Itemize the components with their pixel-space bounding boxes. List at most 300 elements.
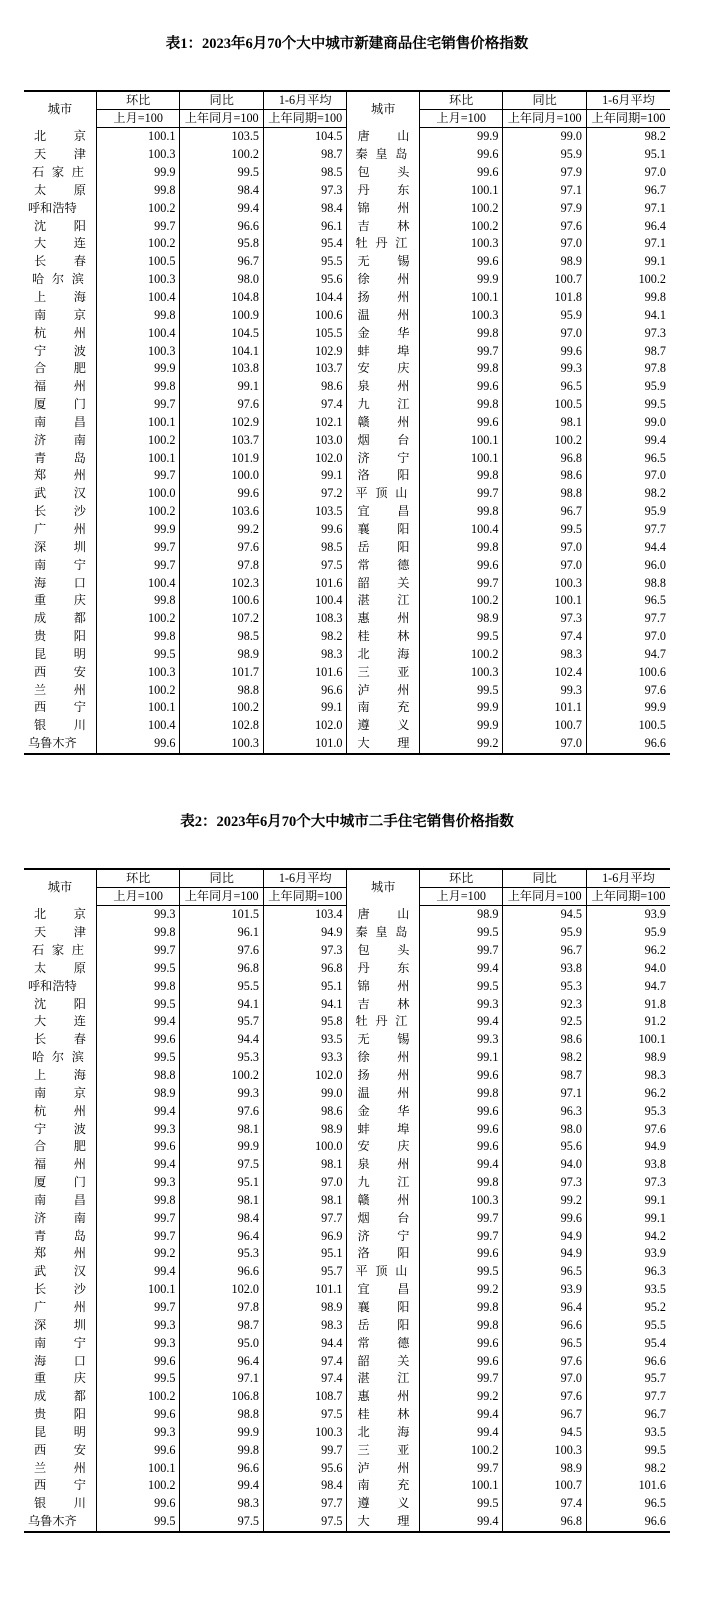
yoy-cell: 97.6 [503, 1388, 587, 1406]
yoy-cell: 97.3 [503, 1174, 587, 1192]
avg-cell: 94.1 [586, 306, 670, 324]
avg-cell: 100.2 [586, 271, 670, 289]
yoy-cell: 99.5 [180, 164, 264, 182]
city-name: 济宁 [357, 450, 410, 465]
mom-cell: 99.8 [419, 538, 503, 556]
table-row [24, 960, 670, 978]
mom-cell: 99.8 [96, 977, 180, 995]
city-cell [347, 1013, 419, 1031]
city-cell [347, 1031, 419, 1049]
city-cell [24, 1174, 96, 1192]
table-row [24, 1049, 670, 1067]
header-city: 城市 [24, 869, 96, 906]
city-name: 桂林 [357, 1407, 410, 1422]
avg-cell: 101.6 [263, 663, 347, 681]
header-avg-base: 上年同期=100 [586, 110, 670, 128]
avg-cell: 97.2 [263, 485, 347, 503]
table-row [24, 1423, 670, 1441]
mom-cell: 99.6 [96, 1031, 180, 1049]
table-row [24, 1370, 670, 1388]
avg-cell: 93.5 [586, 1281, 670, 1299]
city-name: 三亚 [357, 1442, 410, 1457]
city-cell [24, 289, 96, 307]
mom-cell: 100.1 [96, 449, 180, 467]
city-name: 海口 [34, 575, 86, 590]
yoy-cell: 100.5 [503, 396, 587, 414]
mom-cell: 100.1 [96, 128, 180, 146]
avg-cell: 97.1 [586, 199, 670, 217]
yoy-cell: 99.6 [503, 342, 587, 360]
city-cell [24, 1209, 96, 1227]
city-name: 平顶山 [355, 486, 408, 501]
avg-cell: 96.6 [586, 1352, 670, 1370]
city-name: 北海 [357, 1424, 410, 1439]
city-name: 温州 [357, 307, 410, 322]
yoy-cell: 104.1 [180, 342, 264, 360]
yoy-cell: 96.4 [180, 1352, 264, 1370]
yoy-cell: 100.2 [503, 431, 587, 449]
city-name: 三亚 [357, 664, 410, 679]
city-name: 长春 [34, 254, 86, 269]
avg-cell: 98.6 [263, 378, 347, 396]
city-name: 哈尔滨 [32, 272, 84, 287]
yoy-cell: 97.1 [503, 1084, 587, 1102]
city-cell [24, 556, 96, 574]
city-cell [347, 1067, 419, 1085]
yoy-cell: 99.6 [503, 1209, 587, 1227]
mom-cell: 100.4 [96, 574, 180, 592]
mom-cell: 99.9 [96, 164, 180, 182]
avg-cell: 96.4 [586, 217, 670, 235]
mom-cell: 100.1 [96, 699, 180, 717]
city-cell [347, 253, 419, 271]
city-name: 重庆 [34, 593, 86, 608]
yoy-cell: 107.2 [180, 610, 264, 628]
table-row [24, 521, 670, 539]
table-row [24, 1120, 670, 1138]
yoy-cell: 94.9 [503, 1245, 587, 1263]
avg-cell: 95.5 [263, 253, 347, 271]
city-cell [347, 324, 419, 342]
avg-cell: 98.9 [586, 1049, 670, 1067]
avg-cell: 98.1 [263, 1156, 347, 1174]
header-mom-base: 上月=100 [419, 888, 503, 906]
city-name: 银川 [34, 718, 86, 733]
mom-cell: 99.8 [419, 396, 503, 414]
mom-cell: 100.1 [419, 431, 503, 449]
mom-cell: 100.1 [96, 1281, 180, 1299]
mom-cell: 99.7 [96, 217, 180, 235]
city-name: 太原 [34, 182, 86, 197]
mom-cell: 99.6 [419, 146, 503, 164]
mom-cell: 99.4 [419, 960, 503, 978]
city-cell [347, 538, 419, 556]
header-yoy: 同比 [180, 869, 264, 888]
mom-cell: 99.7 [419, 1209, 503, 1227]
yoy-cell: 103.8 [180, 360, 264, 378]
city-cell [24, 1441, 96, 1459]
yoy-cell: 98.9 [180, 645, 264, 663]
mom-cell: 99.7 [96, 556, 180, 574]
mom-cell: 99.8 [419, 1316, 503, 1334]
yoy-cell: 94.5 [503, 1423, 587, 1441]
city-cell [24, 1245, 96, 1263]
mom-cell: 99.7 [96, 396, 180, 414]
city-name: 大连 [34, 236, 86, 251]
city-name: 西安 [34, 1442, 86, 1457]
table-row [24, 906, 670, 924]
city-name: 广州 [34, 521, 86, 536]
avg-cell: 99.6 [263, 521, 347, 539]
yoy-cell: 95.5 [180, 977, 264, 995]
table-row [24, 942, 670, 960]
table-row [24, 556, 670, 574]
mom-cell: 99.7 [96, 1299, 180, 1317]
yoy-cell: 96.3 [503, 1102, 587, 1120]
city-cell [24, 1013, 96, 1031]
avg-cell: 97.7 [586, 521, 670, 539]
table-row [24, 663, 670, 681]
mom-cell: 99.5 [96, 960, 180, 978]
mom-cell: 99.6 [419, 164, 503, 182]
yoy-cell: 98.9 [503, 1459, 587, 1477]
city-name: 济宁 [357, 1228, 410, 1243]
yoy-cell: 103.7 [180, 431, 264, 449]
avg-cell: 97.0 [586, 467, 670, 485]
city-cell [24, 735, 96, 754]
city-name: 温州 [357, 1085, 410, 1100]
city-cell [347, 906, 419, 924]
avg-cell: 98.5 [263, 164, 347, 182]
city-name: 惠州 [357, 1389, 410, 1404]
avg-cell: 99.1 [263, 467, 347, 485]
avg-cell: 96.7 [586, 1406, 670, 1424]
mom-cell: 99.6 [96, 1406, 180, 1424]
mom-cell: 99.2 [419, 735, 503, 754]
avg-cell: 103.4 [263, 906, 347, 924]
avg-cell: 97.6 [586, 1120, 670, 1138]
header-avg-base: 上年同期=100 [586, 888, 670, 906]
city-cell [347, 1299, 419, 1317]
table-row [24, 1067, 670, 1085]
table-row [24, 1299, 670, 1317]
table-row [24, 1352, 670, 1370]
avg-cell: 98.1 [263, 1192, 347, 1210]
avg-cell: 95.1 [586, 146, 670, 164]
mom-cell: 99.8 [96, 378, 180, 396]
city-cell [24, 1370, 96, 1388]
city-name: 常德 [357, 557, 410, 572]
city-cell [347, 1084, 419, 1102]
mom-cell: 99.9 [96, 360, 180, 378]
yoy-cell: 100.1 [503, 592, 587, 610]
city-name: 长沙 [34, 504, 86, 519]
yoy-cell: 96.8 [503, 1513, 587, 1532]
city-name: 宜昌 [357, 504, 410, 519]
avg-cell: 104.4 [263, 289, 347, 307]
city-cell [347, 449, 419, 467]
city-cell [347, 960, 419, 978]
avg-cell: 100.0 [263, 1138, 347, 1156]
mom-cell: 99.6 [96, 1441, 180, 1459]
city-cell [24, 1388, 96, 1406]
mom-cell: 99.6 [419, 378, 503, 396]
city-name: 合肥 [34, 1139, 86, 1154]
avg-cell: 98.9 [263, 1299, 347, 1317]
avg-cell: 101.6 [586, 1477, 670, 1495]
mom-cell: 99.4 [419, 1423, 503, 1441]
city-cell [347, 1406, 419, 1424]
city-name: 唐山 [357, 129, 410, 144]
table-row [24, 574, 670, 592]
avg-cell: 99.1 [586, 1192, 670, 1210]
avg-cell: 97.5 [263, 556, 347, 574]
yoy-cell: 98.1 [180, 1192, 264, 1210]
yoy-cell: 98.0 [503, 1120, 587, 1138]
city-name: 呼和浩特 [28, 200, 77, 215]
city-name: 岳阳 [357, 1317, 410, 1332]
city-name: 广州 [34, 1299, 86, 1314]
city-cell [24, 977, 96, 995]
city-cell [24, 253, 96, 271]
yoy-cell: 97.0 [503, 324, 587, 342]
table-row [24, 1477, 670, 1495]
mom-cell: 100.1 [419, 449, 503, 467]
yoy-cell: 95.3 [503, 977, 587, 995]
yoy-cell: 94.1 [180, 995, 264, 1013]
table1-section [24, 32, 670, 755]
city-name: 南昌 [34, 1192, 86, 1207]
avg-cell: 94.4 [263, 1334, 347, 1352]
mom-cell: 99.9 [419, 717, 503, 735]
city-name: 武汉 [34, 1264, 86, 1279]
yoy-cell: 103.5 [180, 128, 264, 146]
city-name: 长沙 [34, 1282, 86, 1297]
city-cell [347, 378, 419, 396]
table-row [24, 717, 670, 735]
avg-cell: 95.9 [586, 378, 670, 396]
table-row [24, 431, 670, 449]
city-name: 兰州 [34, 1460, 86, 1475]
avg-cell: 99.9 [586, 699, 670, 717]
table-row [24, 977, 670, 995]
city-name: 赣州 [357, 414, 410, 429]
city-cell [347, 1513, 419, 1532]
city-name: 乌鲁木齐 [28, 736, 77, 751]
yoy-cell: 95.9 [503, 146, 587, 164]
yoy-cell: 100.3 [180, 735, 264, 754]
yoy-cell: 96.1 [180, 924, 264, 942]
city-name: 徐州 [357, 1050, 410, 1065]
city-cell [347, 217, 419, 235]
yoy-cell: 103.6 [180, 503, 264, 521]
avg-cell: 96.6 [586, 1513, 670, 1532]
city-name: 襄阳 [357, 1299, 410, 1314]
table-row [24, 1513, 670, 1532]
yoy-cell: 97.8 [180, 556, 264, 574]
city-name: 韶关 [357, 1353, 410, 1368]
mom-cell: 99.6 [419, 556, 503, 574]
mom-cell: 99.4 [419, 1513, 503, 1532]
city-cell [24, 1281, 96, 1299]
header-avg-base: 上年同期=100 [263, 110, 347, 128]
avg-cell: 100.1 [586, 1031, 670, 1049]
mom-cell: 99.6 [96, 1495, 180, 1513]
avg-cell: 98.9 [263, 1120, 347, 1138]
table-row [24, 1174, 670, 1192]
city-name: 昆明 [34, 646, 86, 661]
yoy-cell: 97.9 [503, 164, 587, 182]
city-name: 昆明 [34, 1424, 86, 1439]
city-cell [24, 217, 96, 235]
city-cell [24, 306, 96, 324]
yoy-cell: 95.3 [180, 1049, 264, 1067]
mom-cell: 99.9 [419, 128, 503, 146]
mom-cell: 99.3 [96, 906, 180, 924]
yoy-cell: 96.7 [180, 253, 264, 271]
city-name: 丹东 [357, 182, 410, 197]
avg-cell: 99.1 [586, 1209, 670, 1227]
city-cell [24, 485, 96, 503]
city-cell [24, 182, 96, 200]
mom-cell: 99.8 [419, 467, 503, 485]
yoy-cell: 99.2 [180, 521, 264, 539]
city-name: 南充 [357, 1478, 410, 1493]
city-cell [347, 342, 419, 360]
city-cell [347, 1352, 419, 1370]
mom-cell: 100.2 [96, 1388, 180, 1406]
avg-cell: 94.7 [586, 977, 670, 995]
avg-cell: 108.3 [263, 610, 347, 628]
city-cell [347, 503, 419, 521]
city-cell [24, 1084, 96, 1102]
city-name: 大理 [357, 1514, 410, 1529]
table-row [24, 146, 670, 164]
city-name: 哈尔滨 [32, 1050, 84, 1065]
avg-cell: 104.5 [263, 128, 347, 146]
avg-cell: 93.3 [263, 1049, 347, 1067]
city-name: 秦皇岛 [355, 147, 408, 162]
mom-cell: 99.8 [96, 1192, 180, 1210]
table-row [24, 699, 670, 717]
mom-cell: 100.3 [419, 663, 503, 681]
mom-cell: 100.1 [419, 1477, 503, 1495]
avg-cell: 103.5 [263, 503, 347, 521]
table-row [24, 735, 670, 754]
table-row [24, 217, 670, 235]
city-name: 南京 [34, 1085, 86, 1100]
city-cell [24, 1031, 96, 1049]
yoy-cell: 101.8 [503, 289, 587, 307]
city-cell [24, 1067, 96, 1085]
city-cell [347, 645, 419, 663]
city-cell [347, 1316, 419, 1334]
yoy-cell: 100.7 [503, 717, 587, 735]
yoy-cell: 98.3 [503, 645, 587, 663]
avg-cell: 97.3 [586, 324, 670, 342]
avg-cell: 98.3 [263, 1316, 347, 1334]
table-row [24, 360, 670, 378]
mom-cell: 99.2 [96, 1245, 180, 1263]
mom-cell: 100.4 [96, 289, 180, 307]
city-name: 扬州 [357, 290, 410, 305]
table-row [24, 1084, 670, 1102]
header-yoy: 同比 [180, 91, 264, 110]
city-name: 福州 [34, 379, 86, 394]
city-name: 武汉 [34, 486, 86, 501]
yoy-cell: 98.2 [503, 1049, 587, 1067]
city-cell [24, 128, 96, 146]
mom-cell: 100.1 [96, 414, 180, 432]
avg-cell: 96.6 [586, 735, 670, 754]
avg-cell: 98.4 [263, 199, 347, 217]
avg-cell: 98.7 [263, 146, 347, 164]
yoy-cell: 100.7 [503, 271, 587, 289]
avg-cell: 93.5 [586, 1423, 670, 1441]
table-row [24, 1406, 670, 1424]
yoy-cell: 98.1 [180, 1120, 264, 1138]
mom-cell: 99.8 [96, 182, 180, 200]
city-name: 海口 [34, 1353, 86, 1368]
mom-cell: 99.8 [419, 360, 503, 378]
avg-cell: 100.6 [586, 663, 670, 681]
header-mom: 环比 [419, 869, 503, 888]
mom-cell: 99.3 [419, 1031, 503, 1049]
table-row [24, 1334, 670, 1352]
avg-cell: 100.4 [263, 592, 347, 610]
yoy-cell: 98.7 [503, 1067, 587, 1085]
avg-cell: 95.6 [263, 1459, 347, 1477]
city-name: 包头 [357, 165, 410, 180]
city-cell [347, 467, 419, 485]
mom-cell: 99.7 [96, 538, 180, 556]
yoy-cell: 97.6 [180, 1102, 264, 1120]
avg-cell: 95.7 [586, 1370, 670, 1388]
mom-cell: 100.2 [419, 217, 503, 235]
city-name: 南京 [34, 307, 86, 322]
city-cell [347, 681, 419, 699]
yoy-cell: 102.3 [180, 574, 264, 592]
city-name: 贵阳 [34, 629, 86, 644]
city-cell [347, 396, 419, 414]
city-cell [24, 1192, 96, 1210]
avg-cell: 97.5 [263, 1406, 347, 1424]
city-cell [347, 521, 419, 539]
yoy-cell: 96.7 [503, 942, 587, 960]
city-name: 无锡 [357, 254, 410, 269]
city-cell [24, 574, 96, 592]
yoy-cell: 95.3 [180, 1245, 264, 1263]
city-cell [347, 289, 419, 307]
yoy-cell: 93.9 [503, 1281, 587, 1299]
mom-cell: 100.2 [96, 610, 180, 628]
table-row [24, 503, 670, 521]
city-cell [24, 1316, 96, 1334]
city-name: 九江 [357, 397, 410, 412]
mom-cell: 99.5 [419, 681, 503, 699]
yoy-cell: 101.7 [180, 663, 264, 681]
yoy-cell: 99.4 [180, 1477, 264, 1495]
mom-cell: 99.4 [96, 1013, 180, 1031]
mom-cell: 99.8 [96, 592, 180, 610]
table-row [24, 467, 670, 485]
avg-cell: 96.6 [263, 681, 347, 699]
table-row [24, 628, 670, 646]
city-name: 成都 [34, 1389, 86, 1404]
city-cell [347, 717, 419, 735]
yoy-cell: 97.5 [180, 1156, 264, 1174]
city-name: 厦门 [34, 397, 86, 412]
